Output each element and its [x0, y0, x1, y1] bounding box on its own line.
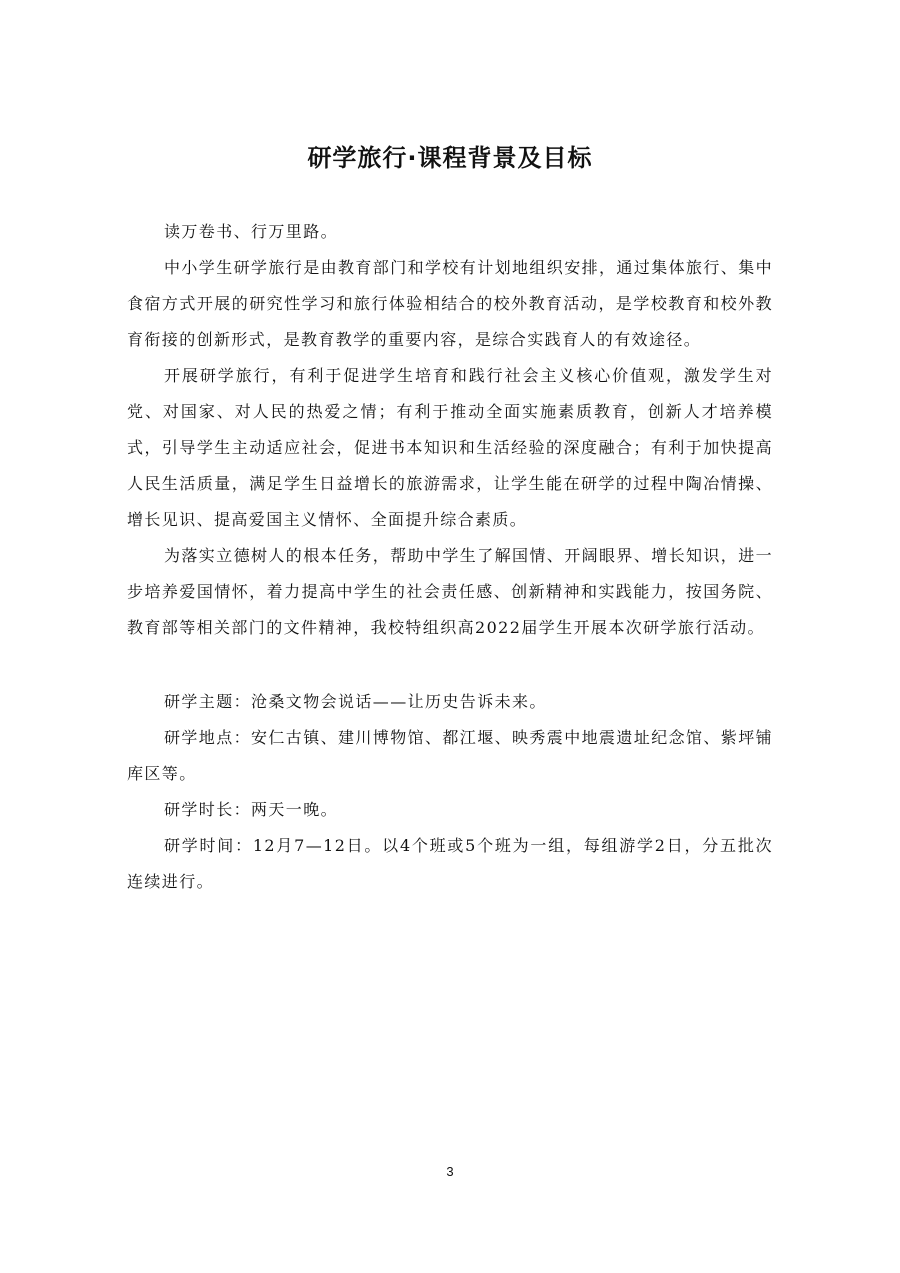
paragraph-motto: 读万卷书、行万里路。: [164, 222, 339, 241]
detail-duration: 研学时长：两天一晚。: [164, 800, 339, 819]
page-number: 3: [446, 1164, 454, 1179]
detail-theme: 研学主题：沧桑文物会说话——让历史告诉未来。: [164, 692, 547, 711]
section-spacer: [127, 646, 773, 684]
paragraph-benefits: 开展研学旅行，有利于促进学生培育和践行社会主义核心价值观，激发学生对党、对国家、对人民的热爱之情；有利于推动全面实施素质教育，创新人才培养模式，引导学生主动适应社会，促进书本知识和生活经验的深度融合；有利于加快提高人民生活质量，满足学生日益增长的旅游需求，让学生能在研学的过程中陶冶情操、增长见识、提高爱国主义情怀、全面提升综合素质。: [127, 366, 773, 529]
paragraph-purpose: 为落实立德树人的根本任务，帮助中学生了解国情、开阔眼界、增长知识，进一步培养爱国情怀，着力提高中学生的社会责任感、创新精神和实践能力，按国务院、教育部等相关部门的文件精神，我校特组织高2022届学生开展本次研学旅行活动。: [127, 546, 774, 637]
paragraph-definition: 中小学生研学旅行是由教育部门和学校有计划地组织安排，通过集体旅行、集中食宿方式开展的研究性学习和旅行体验相结合的校外教育活动，是学校教育和校外教育衔接的创新形式，是教育教学的重要内容，是综合实践育人的有效途径。: [127, 258, 774, 349]
document-body: [127, 214, 773, 900]
detail-locations: 研学地点：安仁古镇、建川博物馆、都江堰、映秀震中地震遗址纪念馆、紫坪铺库区等。: [127, 728, 774, 783]
document-title: 研学旅行·课程背景及目标: [307, 144, 593, 172]
detail-schedule: 研学时间：12月7—12日。以4个班或5个班为一组，每组游学2日，分五批次连续进行。: [127, 836, 773, 891]
